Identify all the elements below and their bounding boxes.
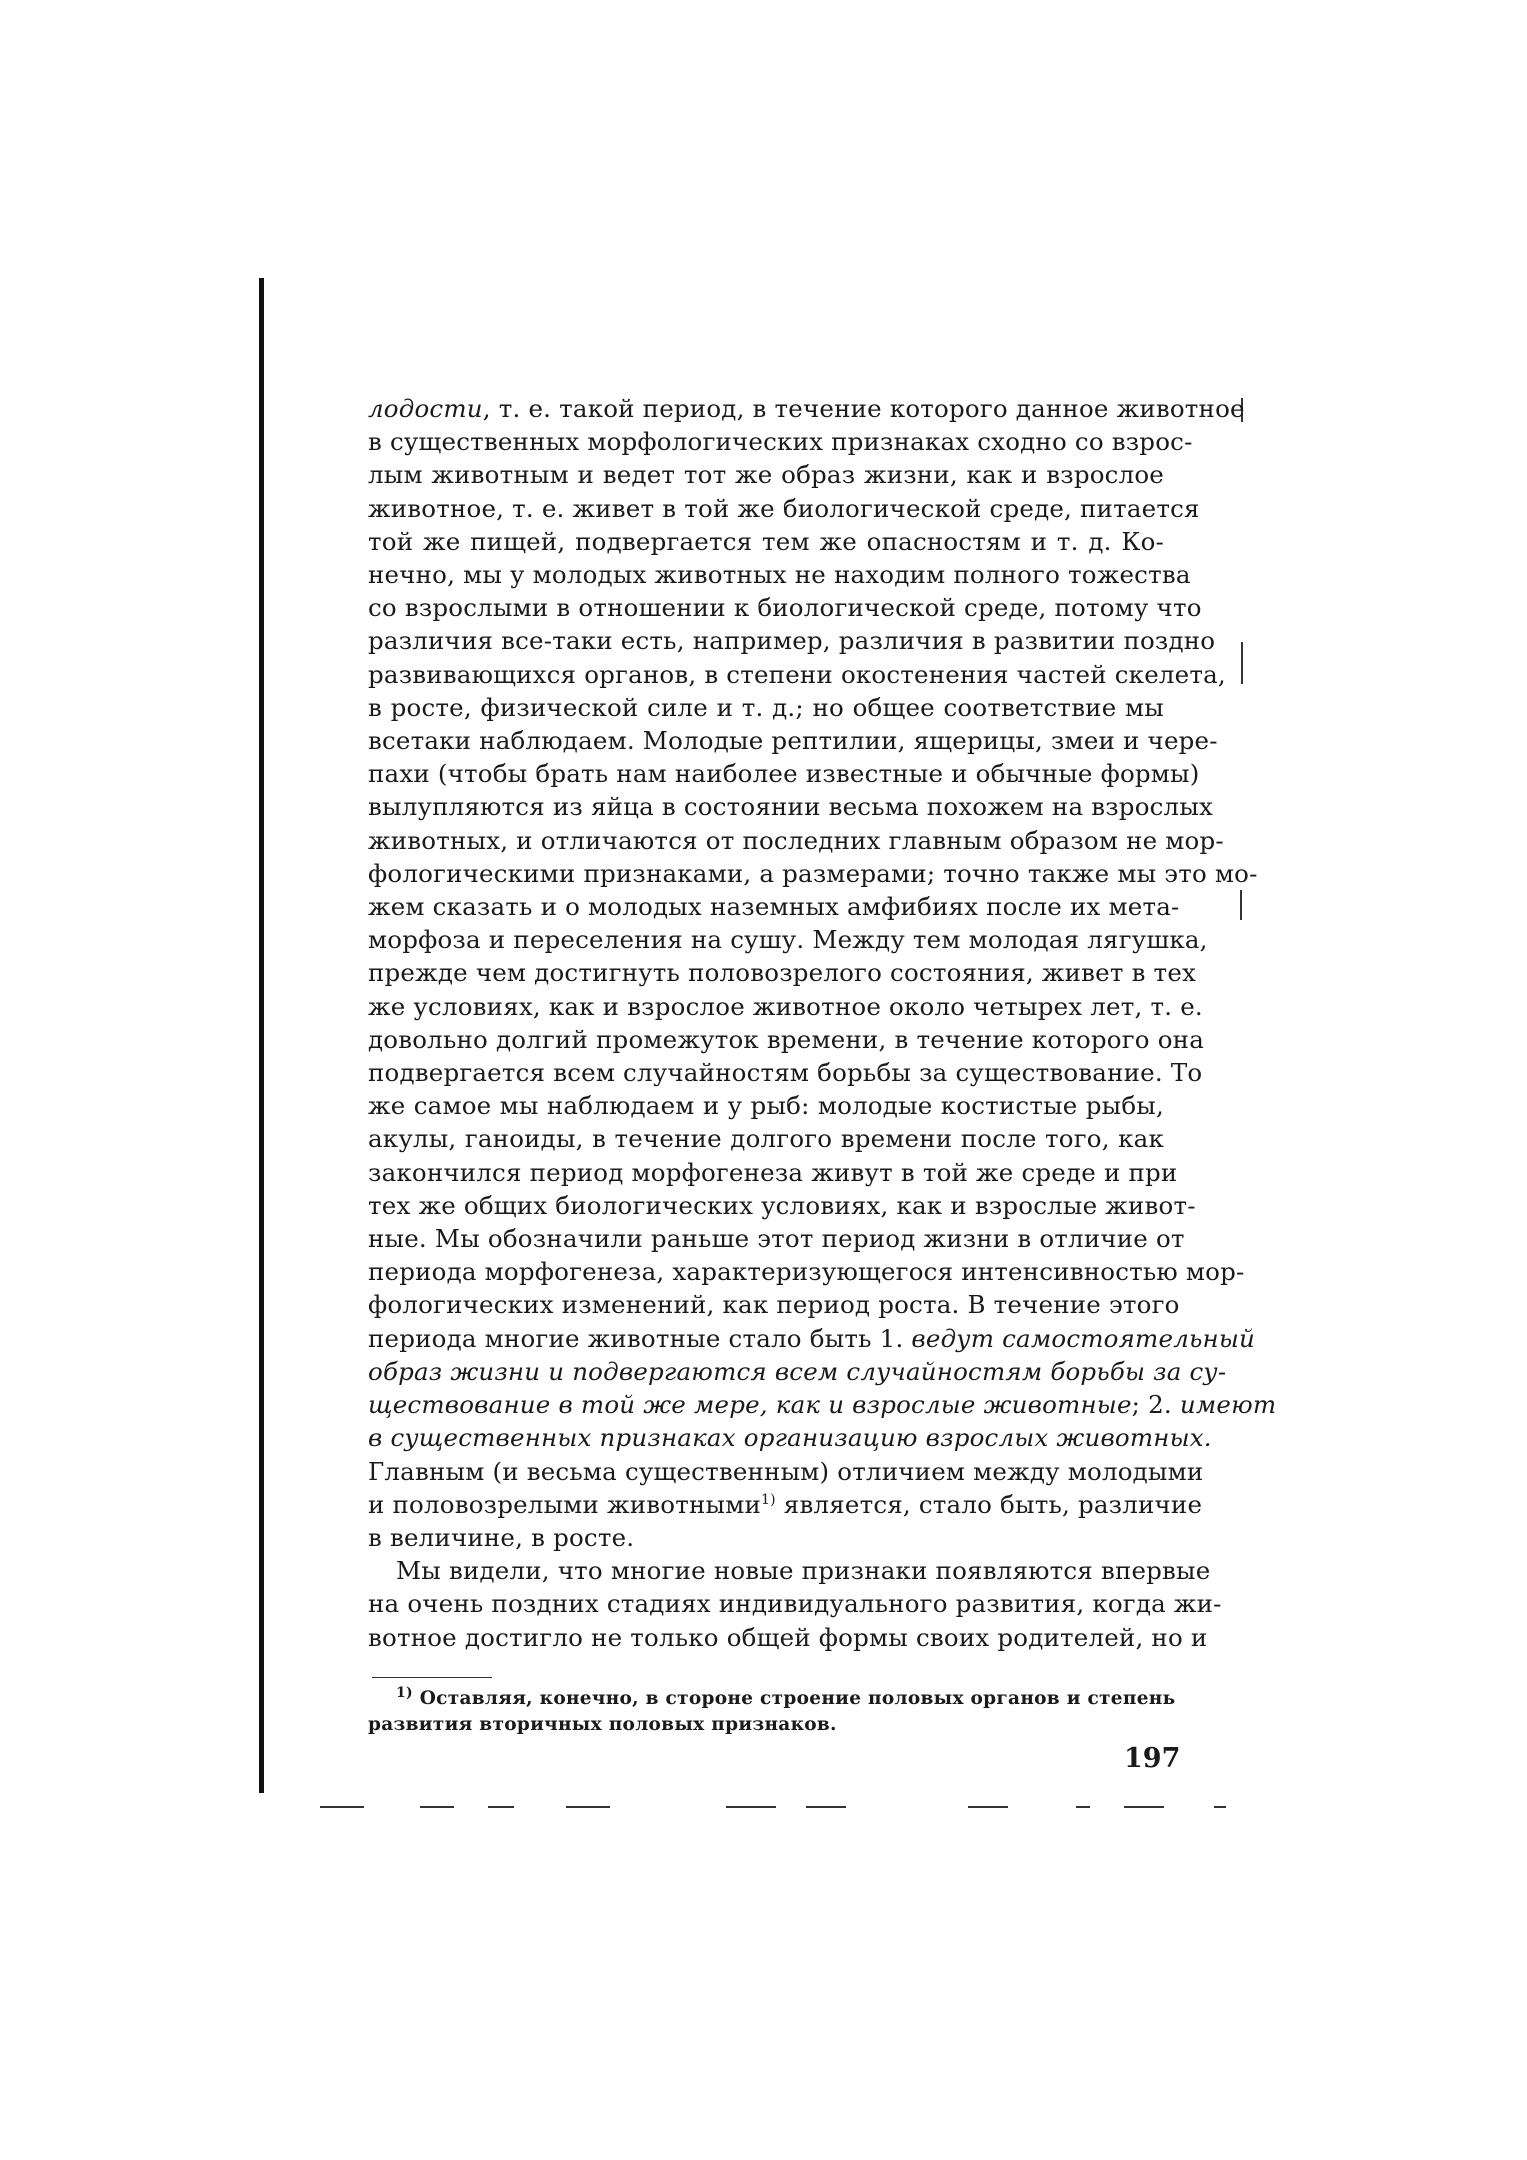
margin-mark [1240,890,1242,920]
text-line [368,1355,1227,1388]
page-binding-edge [259,278,264,1793]
text-line [368,1421,1212,1454]
text-run: Главным (и весьма существенным) отличием между молодыми [368,1456,1204,1486]
footnote-marker: 1) [396,1684,413,1701]
text-line [368,824,1224,857]
text-run: и половозрелыми животными [368,1489,762,1519]
text-run: подвергается всем случайностям борьбы за существование. То [368,1058,1203,1088]
text-run: в величине, в росте. [368,1522,635,1552]
text-line [368,1089,1164,1122]
text-line [368,790,1214,823]
text-line [368,724,1218,757]
text-run: тех же общих биологических условиях, как и взрослые живот- [368,1190,1196,1220]
text-run: в существенных морфологических признаках сходно со взрос- [368,427,1193,457]
text-run: пахи (чтобы брать нам наиболее известные и обычные формы) [368,759,1200,789]
text-run: животное, т. е. живет в той же биологической среде, питается [368,493,1200,523]
text-run: различия все-таки есть, например, различия в развитии поздно [368,626,1216,656]
text-line [368,1189,1196,1222]
text-run: фологических изменений, как период роста. В течение этого [368,1290,1180,1320]
text-run: всетаки наблюдаем. Молодые рептилии, ящерицы, змеи и чере- [368,726,1218,756]
text-line [368,1554,1211,1587]
text-line [368,1023,1205,1056]
text-line [368,1322,1255,1355]
text-run: на очень поздних стадиях индивидуального развития, когда жи- [368,1589,1222,1619]
text-run: со взрослыми в отношении к биологической среде, потому что [368,593,1202,623]
text-run: Мы видели, что многие новые признаки появляются впервые [396,1556,1211,1586]
text-run: ; 2. [1131,1390,1180,1420]
page-number: 197 [1124,1743,1181,1774]
text-run: вотное достигло не только общей формы своих родителей, но и [368,1622,1208,1652]
footnote-rule [372,1677,492,1678]
text-run: ные. Мы обозначили раньше этот период жизни в отличие от [368,1224,1185,1254]
text-run: вылупляются из яйца в состоянии весьма похожем на взрослых [368,792,1214,822]
scan-artifact-dash [1214,1806,1226,1808]
text-run: лодости [368,394,483,423]
text-run: же условиях, как и взрослое животное около четырех лет, т. е. [368,991,1203,1021]
text-line [368,1621,1208,1654]
text-run: периода многие животные стало быть 1. [368,1323,912,1353]
text-line [368,1388,1277,1421]
text-line [368,923,1208,956]
text-run: довольно долгий промежуток времени, в течение которого она [368,1024,1205,1054]
text-run: морфоза и переселения на сушу. Между тем молодая лягушка, [368,925,1208,955]
text-line [368,1255,1245,1288]
text-run: в существенных признаках организацию взрослых животных. [368,1423,1212,1453]
text-line [368,1712,1164,1738]
text-run: развивающихся органов, в степени окостенения частей скелета, [368,659,1226,689]
text-line [368,1156,1178,1189]
text-run: Оставляя, конечно, в стороне строение половых органов и степень [412,1688,1176,1709]
text-run: периода морфогенеза, характеризующегося интенсивностью мор- [368,1257,1245,1287]
text-run: фологическими признаками, а размерами; точно также мы это мо- [368,858,1258,888]
text-line [368,1521,1164,1554]
text-run: ведут самостоятельный [911,1323,1255,1353]
text-line [368,525,1164,558]
text-run: лым животным и ведет тот же образ жизни, как и взрослое [368,460,1164,490]
text-line [368,990,1203,1023]
text-line [368,624,1216,657]
text-line [368,1222,1185,1255]
text-line [368,1056,1203,1089]
text-line [368,757,1200,790]
scan-artifact-dash [968,1806,1008,1808]
text-run: образ жизни и подвергаются всем случайностям борьбы за су- [368,1356,1227,1386]
scan-artifact-dash [1076,1806,1090,1808]
scan-artifact-dash [806,1806,846,1808]
text-run: прежде чем достигнуть половозрелого состояния, живет в тех [368,958,1197,988]
text-line [368,857,1258,890]
text-run: той же пищей, подвергается тем же опасностям и т. д. Ко- [368,526,1164,556]
scan-artifact-dash [566,1806,610,1808]
text-run: жем сказать и о молодых наземных амфибиях после их мета- [368,892,1180,922]
footnote [368,1684,1176,1738]
text-line [368,1684,1176,1712]
scan-artifact-dash [488,1806,514,1808]
text-run: же самое мы наблюдаем и у рыб: молодые костистые рыбы, [368,1091,1164,1121]
text-line [368,658,1226,691]
text-line [368,1288,1180,1321]
scan-artifact-dash [726,1806,776,1808]
text-run: , т. е. такой период, в течение которого данное животное [482,394,1245,423]
text-run: является, стало быть, различие [775,1489,1203,1519]
scan-artifact-dash [1124,1806,1164,1808]
text-run: в росте, физической силе и т. д.; но общее соответствие мы [368,692,1164,722]
text-line [368,425,1193,458]
text-line [368,392,1245,425]
text-run: нечно, мы у молодых животных не находим полного тожества [368,560,1191,590]
text-line [368,1488,1203,1521]
text-run: ществование в той же мере, как и взрослые животные [368,1390,1132,1420]
scan-artifact-dash [420,1806,454,1808]
text-run: животных, и отличаются от последних главным образом не мор- [368,825,1224,855]
text-line [368,890,1180,923]
text-line [368,591,1202,624]
text-run: развития вторичных половых признаков. [368,1714,837,1735]
text-line [368,458,1164,491]
text-line [368,1122,1164,1155]
body-text [368,392,1277,1654]
text-run: акулы, ганоиды, в течение долгого времени после того, как [368,1124,1164,1154]
text-line [368,1587,1222,1620]
text-run: закончился период морфогенеза живут в той же среде и при [368,1157,1178,1187]
footnote-marker: 1) [761,1491,776,1508]
text-line [368,558,1191,591]
text-run: имеют [1179,1390,1277,1420]
scan-artifact-dash [320,1806,364,1808]
text-line [368,691,1164,724]
text-line [368,1455,1204,1488]
margin-mark [1241,642,1243,684]
text-line [368,956,1197,989]
text-line [368,492,1200,525]
